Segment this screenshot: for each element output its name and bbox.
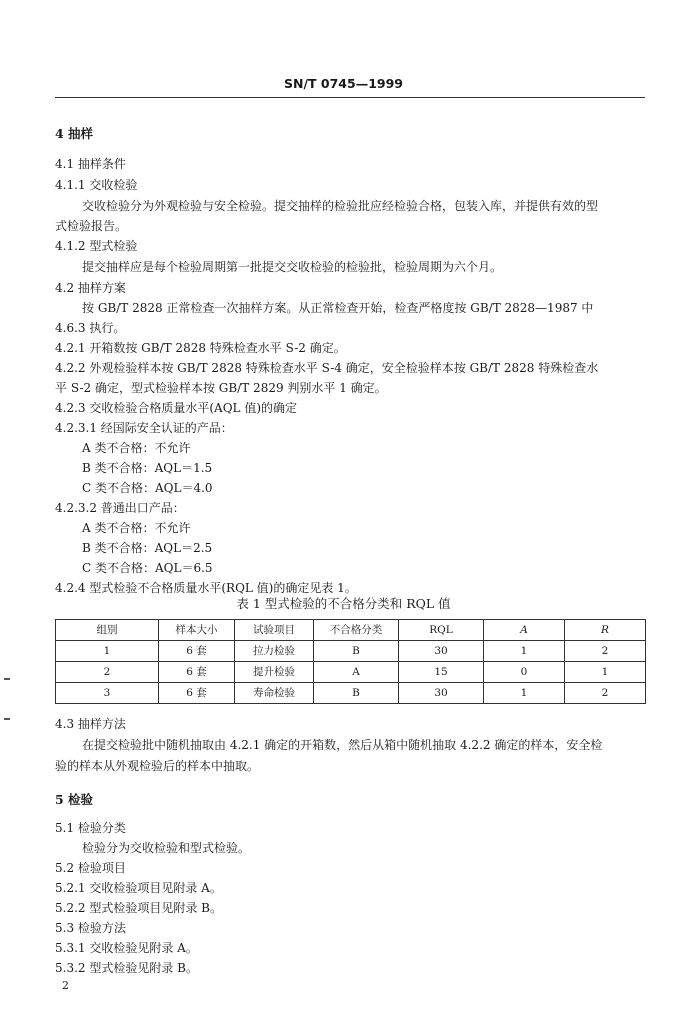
cell: 2 [56, 662, 159, 683]
text-line-s5-3-1: 5.3.1 交收检验见附录 A。 [55, 941, 198, 955]
table-1-caption: 表 1 型式检验的不合格分类和 RQL 值 [236, 596, 451, 611]
cell: 2 [565, 641, 646, 662]
text-line-p2: 提交抽样应是每个检验周期第一批提交交收检验的检验批，检验周期为六个月。 [82, 260, 503, 274]
cell: 1 [484, 641, 565, 662]
cell: B [314, 683, 399, 704]
cell: 寿命检验 [235, 683, 314, 704]
text-line-s5-2: 5.2 检验项目 [55, 861, 126, 875]
header-rule [55, 97, 645, 98]
text-line-b2: B 类不合格：AQL＝2.5 [82, 541, 213, 555]
text-line-s4-3: 4.3 抽样方法 [55, 717, 126, 731]
table-row [56, 662, 646, 683]
text-line-a2: A 类不合格：不允许 [82, 521, 191, 535]
header-accept: A [484, 620, 565, 641]
cell: 6 套 [159, 683, 235, 704]
text-line-p5: 检验分为交收检验和型式检验。 [82, 841, 251, 855]
text-line-c1: C 类不合格：AQL＝4.0 [82, 481, 213, 495]
text-line-s4-1-1: 4.1.1 交收检验 [55, 178, 138, 192]
scan-mark [4, 678, 10, 680]
text-line-p1a: 交收检验分为外观检验与安全检验。提交抽样的检验批应经检验合格，包装入库，并提供有效的型 [82, 199, 599, 213]
text-line-c2: C 类不合格：AQL＝6.5 [82, 561, 213, 575]
text-line-s4-2-3: 4.2.3 交收检验合格质量水平(AQL 值)的确定 [55, 401, 297, 415]
header-nonconformity-class: 不合格分类 [314, 620, 399, 641]
cell: 6 套 [159, 641, 235, 662]
text-line-p3a: 按 GB/T 2828 正常检查一次抽样方案。从正常检查开始，检查严格度按 GB/T 2828—1987 中 [82, 301, 594, 315]
header-group: 组别 [56, 620, 159, 641]
text-line-s5-2-2: 5.2.2 型式检验项目见附录 B。 [55, 901, 222, 915]
text-line-s5-1: 5.1 检验分类 [55, 821, 126, 835]
cell: 15 [399, 662, 484, 683]
text-line-p3b: 4.6.3 执行。 [55, 321, 126, 335]
cell: 30 [399, 641, 484, 662]
text-line-p4a: 在提交检验批中随机抽取由 4.2.1 确定的开箱数，然后从箱中随机抽取 4.2.2 确定的样本，安全检 [82, 738, 603, 752]
cell: 拉力检验 [235, 641, 314, 662]
text-line-b1: B 类不合格：AQL＝1.5 [82, 461, 213, 475]
header-test-item: 试验项目 [235, 620, 314, 641]
text-line-s4-2-4: 4.2.4 型式检验不合格质量水平(RQL 值)的确定见表 1。 [55, 581, 357, 595]
cell: 3 [56, 683, 159, 704]
cell: 提升检验 [235, 662, 314, 683]
text-line-s5: 5 检验 [55, 792, 94, 807]
text-line-s5-2-1: 5.2.1 交收检验项目见附录 A。 [55, 881, 222, 895]
table-header-row [56, 620, 646, 641]
table-row [56, 641, 646, 662]
cell: B [314, 641, 399, 662]
header-reject: R [565, 620, 646, 641]
text-line-a1: A 类不合格：不允许 [82, 441, 191, 455]
cell: 1 [56, 641, 159, 662]
page-number: 2 [62, 979, 69, 992]
text-line-s4-2-2b: 平 S-2 确定，型式检验样本按 GB/T 2829 判别水平 1 确定。 [55, 381, 387, 395]
text-line-p4b: 验的样本从外观检验后的样本中抽取。 [55, 759, 260, 773]
cell: 0 [484, 662, 565, 683]
text-line-s4-2-3-1: 4.2.3.1 经国际安全认证的产品： [55, 421, 233, 435]
cell: 2 [565, 683, 646, 704]
text-line-s4-1: 4.1 抽样条件 [55, 157, 126, 171]
text-line-p1b: 式检验报告。 [55, 219, 128, 233]
cell: 1 [484, 683, 565, 704]
text-line-s4-2-3-2: 4.2.3.2 普通出口产品： [55, 501, 185, 515]
header-rql: RQL [399, 620, 484, 641]
text-line-s4-2-1: 4.2.1 开箱数按 GB/T 2828 特殊检查水平 S-2 确定。 [55, 341, 346, 355]
table-1 [55, 619, 646, 704]
text-line-s5-3: 5.3 检验方法 [55, 921, 126, 935]
cell: 1 [565, 662, 646, 683]
cell: 30 [399, 683, 484, 704]
text-line-s4: 4 抽样 [55, 126, 94, 141]
text-line-s4-2: 4.2 抽样方案 [55, 281, 126, 295]
text-line-s4-2-2a: 4.2.2 外观检验样本按 GB/T 2828 特殊检查水平 S-4 确定，安全检验样本按 GB/T 2828 特殊检查水 [55, 361, 599, 375]
cell: A [314, 662, 399, 683]
text-line-s5-3-2: 5.3.2 型式检验见附录 B。 [55, 961, 198, 975]
text-line-s4-1-2: 4.1.2 型式检验 [55, 239, 138, 253]
scan-mark [4, 718, 10, 720]
header-sample-size: 样本大小 [159, 620, 235, 641]
cell: 6 套 [159, 662, 235, 683]
table-row [56, 683, 646, 704]
standard-number-header: SN/T 0745—1999 [284, 76, 403, 91]
